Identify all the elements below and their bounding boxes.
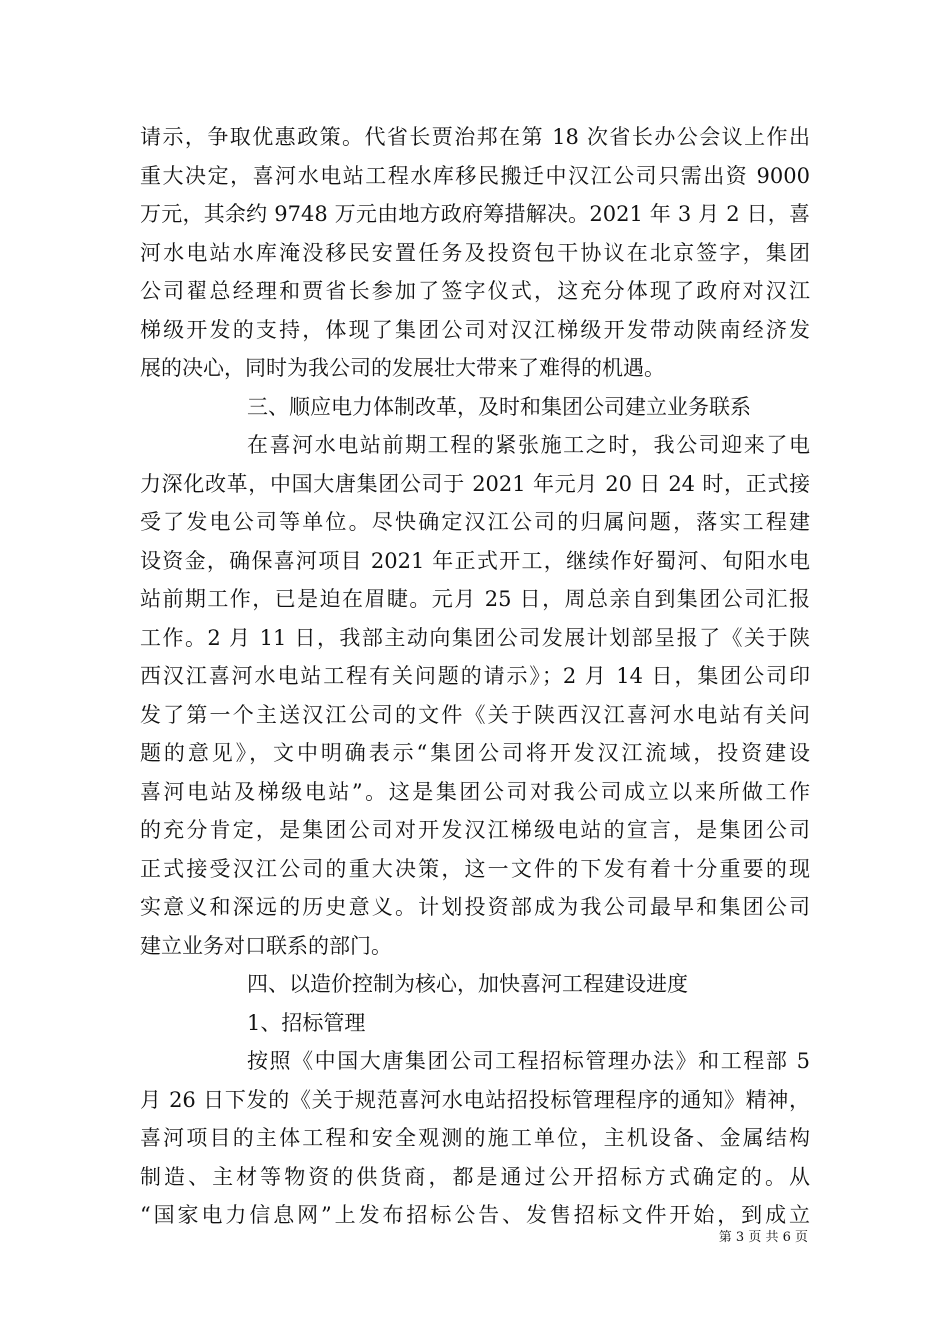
text-line: 公司翟总经理和贾省长参加了签字仪式，这充分体现了政府对汉江: [140, 279, 810, 303]
page-number: 第 3 页 共 6 页: [718, 1230, 808, 1245]
text-line: 河水电站水库淹没移民安置任务及投资包干协议在北京签字，集团: [140, 240, 810, 265]
text-line: 按照《中国大唐集团公司工程招标管理办法》和工程部 5: [247, 1049, 810, 1073]
text-line: 制造、主材等物资的供货商，都是通过公开招标方式确定的。从: [140, 1164, 810, 1189]
text-line: 西汉江喜河水电站工程有关问题的请示》；2 月 14 日，集团公司印: [140, 664, 810, 688]
text-line: 实意义和深远的历史意义。计划投资部成为我公司最早和集团公司: [140, 895, 810, 919]
text-line: 正式接受汉江公司的重大决策，这一文件的下发有着十分重要的现: [140, 856, 810, 881]
document-body: [140, 118, 810, 1235]
text-line: 喜河电站及梯级电站”。这是集团公司对我公司成立以来所做工作: [140, 779, 810, 804]
section-heading-4: 四、以造价控制为核心，加快喜河工程建设进度: [247, 972, 688, 996]
text-line: 发了第一个主送汉江公司的文件《关于陕西汉江喜河水电站有关问: [140, 702, 810, 727]
text-line: 请示，争取优惠政策。代省长贾治邦在第 18 次省长办公会议上作出: [140, 125, 810, 149]
text-line: 的充分肯定，是集团公司对开发汉江梯级电站的宣言，是集团公司: [140, 818, 810, 842]
text-line: 万元，其余约 9748 万元由地方政府筹措解决。2021 年 3 月 2 日，喜: [140, 202, 810, 226]
text-line: 梯级开发的支持，体现了集团公司对汉江梯级开发带动陕南经济发: [140, 317, 810, 342]
text-line: 喜河项目的主体工程和安全观测的施工单位，主机设备、金属结构: [140, 1126, 810, 1150]
text-line: 重大决定，喜河水电站工程水库移民搬迁中汉江公司只需出资 9000: [140, 163, 810, 188]
text-line: 在喜河水电站前期工程的紧张施工之时，我公司迎来了电: [247, 433, 810, 457]
text-line: 力深化改革，中国大唐集团公司于 2021 年元月 20 日 24 时，正式接: [140, 471, 810, 496]
text-line: 展的决心，同时为我公司的发展壮大带来了难得的机遇。: [140, 356, 665, 380]
text-line: 题的意见》，文中明确表示“集团公司将开发汉江流域，投资建设: [140, 741, 810, 765]
text-line: “国家电力信息网”上发布招标公告、发售招标文件开始，到成立: [140, 1203, 810, 1227]
section-heading-3: 三、顺应电力体制改革，及时和集团公司建立业务联系: [247, 394, 751, 419]
text-line: 月 26 日下发的《关于规范喜河水电站招投标管理程序的通知》精神，: [140, 1087, 810, 1112]
text-line: 工作。2 月 11 日，我部主动向集团公司发展计划部呈报了《关于陕: [140, 625, 810, 650]
text-line: 设资金，确保喜河项目 2021 年正式开工，继续作好蜀河、旬阳水电: [140, 548, 810, 573]
subsection-heading: 1、招标管理: [247, 1010, 366, 1035]
text-line: 受了发电公司等单位。尽快确定汉江公司的归属问题，落实工程建: [140, 510, 810, 534]
text-line: 站前期工作，已是迫在眉睫。元月 25 日，周总亲自到集团公司汇报: [140, 587, 810, 611]
text-line: 建立业务对口联系的部门。: [140, 933, 392, 958]
